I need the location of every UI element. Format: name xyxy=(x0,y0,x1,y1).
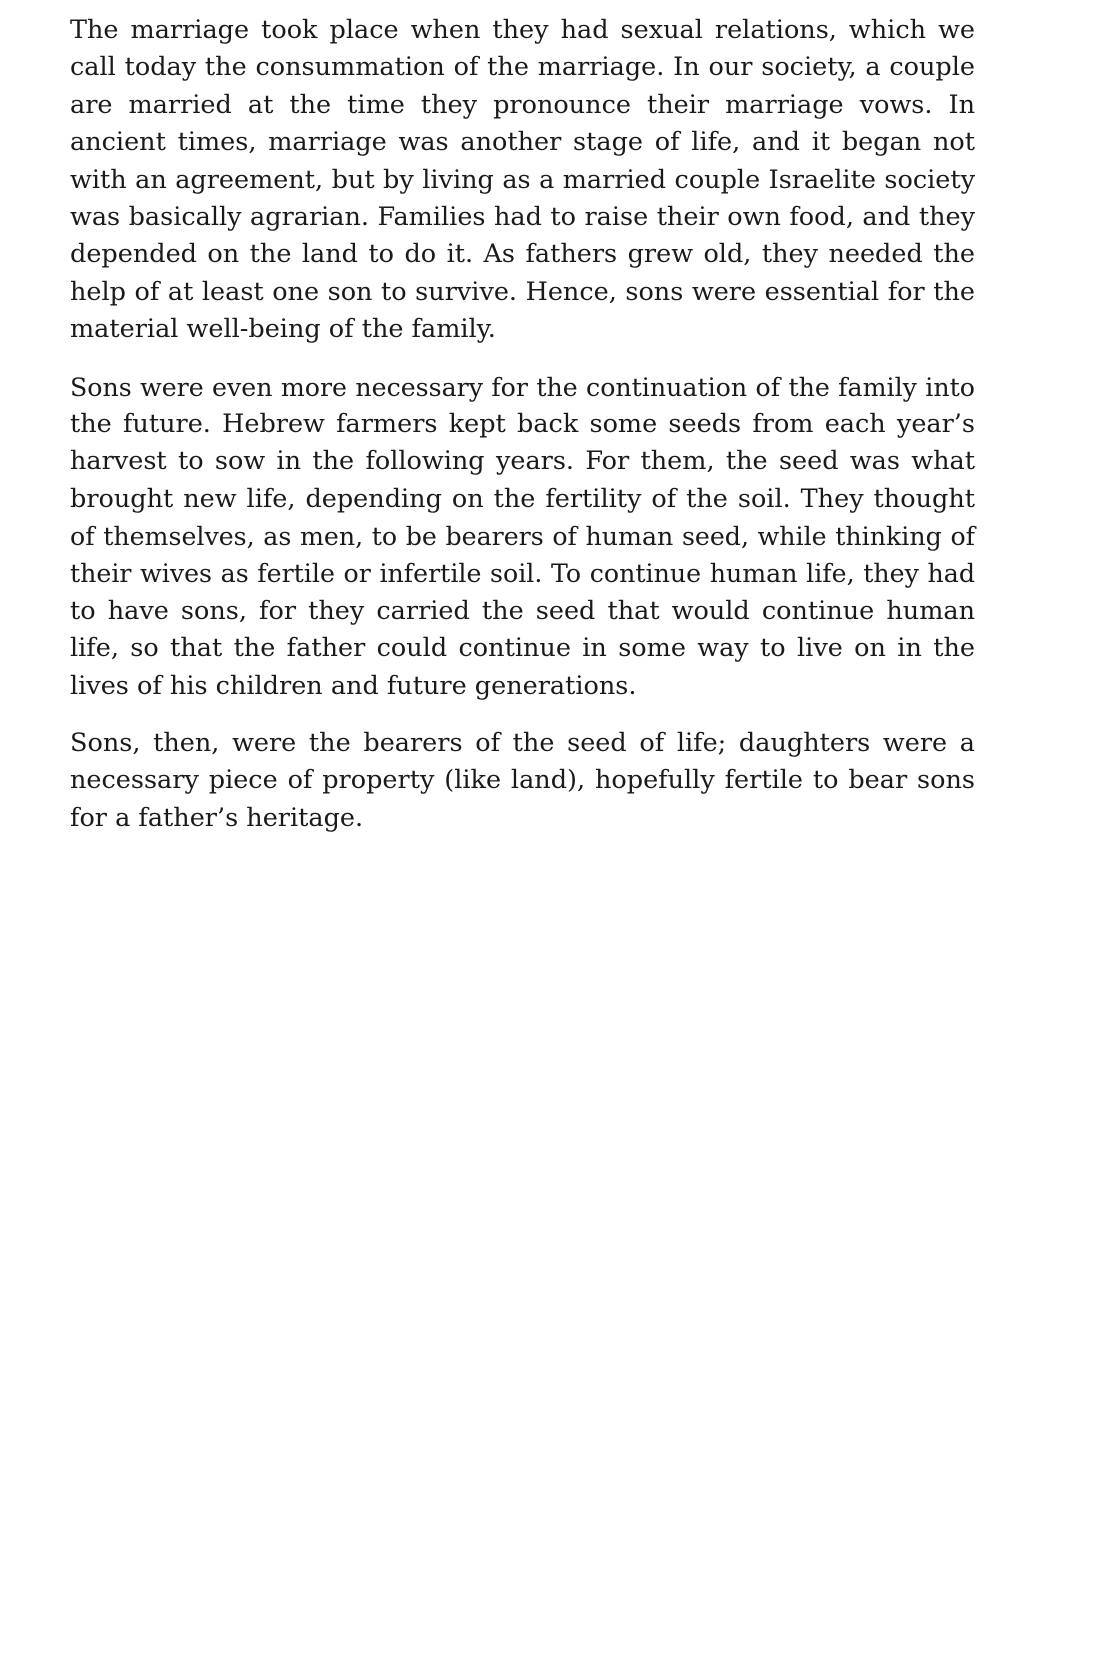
text-line: with an agreement, but by living as a married couple Israelite society xyxy=(70,164,975,195)
text-line: brought new life, depending on the fertility of the soil. They thought xyxy=(70,483,975,514)
text-line: material well-being of the family. xyxy=(70,314,496,345)
text-line: Sons, then, were the bearers of the seed of life; daughters were a xyxy=(70,728,975,759)
text-line: depended on the land to do it. As fathers grew old, they needed the xyxy=(70,239,975,270)
text-line: their wives as fertile or infertile soil. To continue human life, they had xyxy=(70,559,975,589)
text-line: ancient times, marriage was another stage of life, and it began not xyxy=(70,127,975,158)
text-line: life, so that the father could continue in some way to live on in the xyxy=(70,633,975,664)
text-line: to have sons, for they carried the seed that would continue human xyxy=(70,595,975,626)
paragraph-2 xyxy=(70,369,975,706)
text-line: help of at least one son to survive. Hence, sons were essential for the xyxy=(70,276,975,307)
paragraph-3 xyxy=(70,725,975,837)
text-line: are married at the time they pronounce their marriage vows. In xyxy=(70,89,975,120)
text-line: harvest to sow in the following years. For them, the seed was what xyxy=(70,446,975,477)
text-line: lives of his children and future generations. xyxy=(70,670,637,701)
text-line: call today the consummation of the marriage. In our society, a couple xyxy=(70,52,975,83)
text-line: of themselves, as men, to be bearers of human seed, while thinking of xyxy=(70,522,975,552)
text-line: for a father’s heritage. xyxy=(70,802,364,833)
text-line: necessary piece of property (like land), hopefully fertile to bear sons xyxy=(70,765,975,796)
text-line: The marriage took place when they had sexual relations, which we xyxy=(70,15,975,45)
text-line: the future. Hebrew farmers kept back some seeds from each year’s xyxy=(70,408,975,439)
text-line: Sons were even more necessary for the continuation of the family into xyxy=(70,372,975,402)
paragraph-1 xyxy=(70,12,975,349)
text-line: was basically agrarian. Families had to raise their own food, and they xyxy=(70,201,975,232)
document-page xyxy=(70,12,975,857)
